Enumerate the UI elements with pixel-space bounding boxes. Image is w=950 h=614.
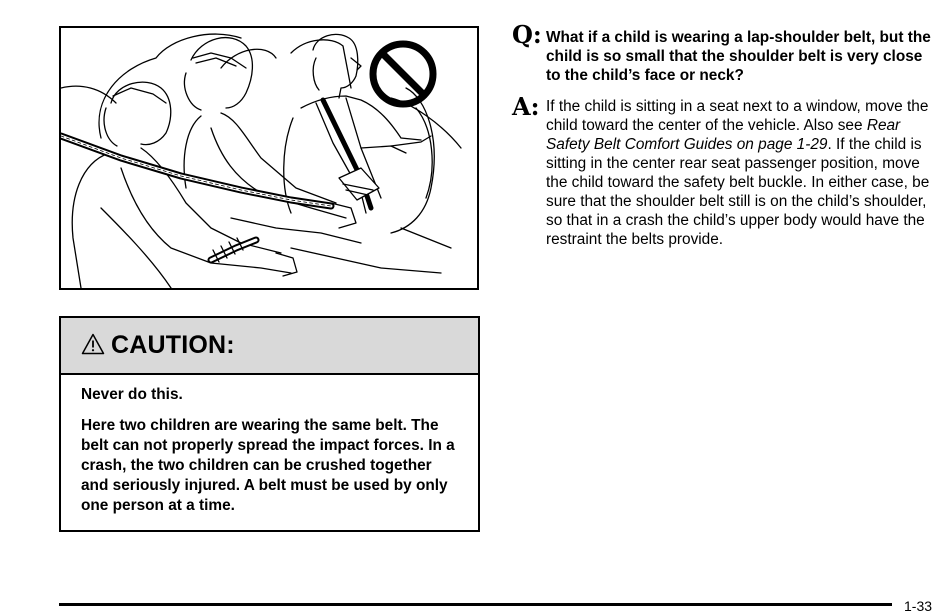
caution-box xyxy=(59,316,480,532)
caution-title: CAUTION: xyxy=(111,331,235,359)
answer-block xyxy=(512,92,932,249)
answer-text-part-1: If the child is sitting in a seat next to a window, move the child toward the center of the vehicle. Also see xyxy=(546,98,929,134)
answer-text xyxy=(546,92,932,249)
answer-label: A: xyxy=(512,92,540,121)
caution-header xyxy=(61,318,478,375)
cross-reference-link[interactable]: Rear Safety Belt Comfort Guides on page 1-29 xyxy=(546,117,901,153)
question-block xyxy=(512,20,932,85)
answer-text-part-2: . If the child is sitting in the center rear seat passenger position, move the child toward the safety belt buckle. In either case, be sure that the shoulder belt still is on the child’s shoulder, so that in a crash the child’s upper body would have the restraint the belts provide. xyxy=(546,136,930,248)
prohibited-icon xyxy=(367,38,439,110)
question-label: Q: xyxy=(512,20,542,49)
footer-rule xyxy=(59,603,892,606)
question-text: What if a child is wearing a lap-shoulder belt, but the child is so small that the shoulder belt is very close to the child’s face or neck? xyxy=(546,29,931,84)
illustration-two-children-one-belt xyxy=(59,26,479,290)
caution-paragraph-1: Never do this. xyxy=(81,386,183,403)
caution-body xyxy=(61,375,478,516)
page-number: 1-33 xyxy=(904,598,933,614)
caution-paragraph-2: Here two children are wearing the same belt. The belt can not properly spread the impact forces. In a crash, the two children can be crushed together and seriously injured. A belt must be used by only one person at a time. xyxy=(81,417,455,514)
warning-triangle-icon xyxy=(81,333,105,355)
